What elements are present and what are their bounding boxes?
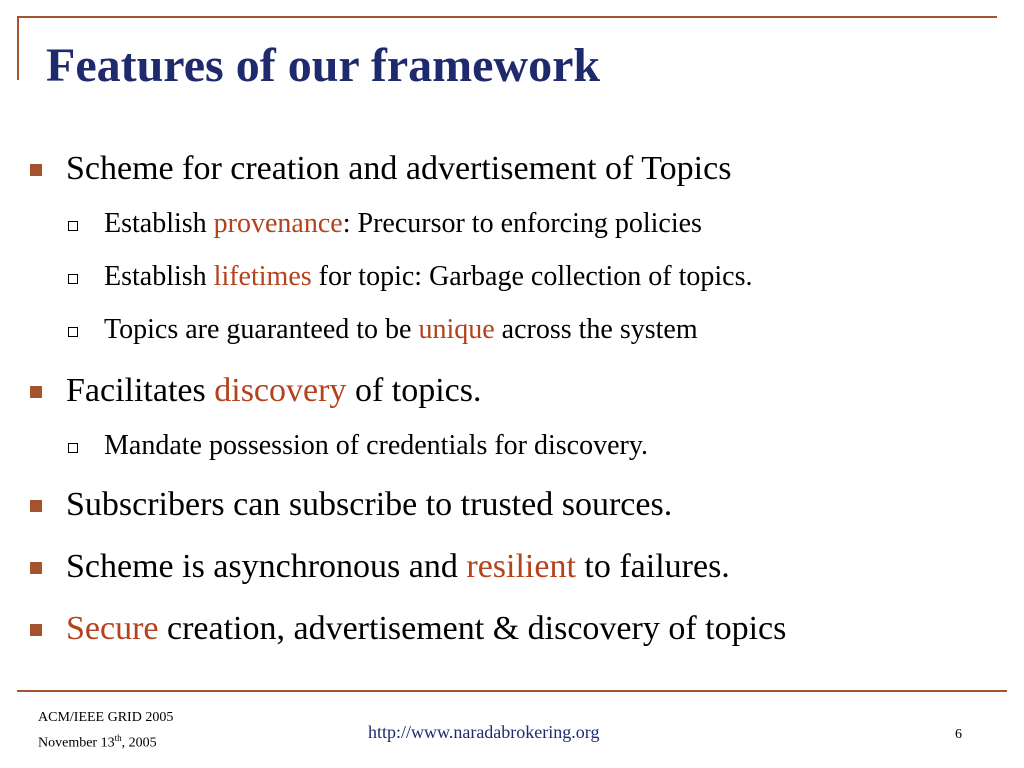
bullet-text: Facilitates discovery of topics.	[66, 372, 482, 409]
sub-bullet-1-1	[68, 208, 702, 240]
footer-date: November 13th, 2005	[38, 733, 157, 751]
bullet-text: Scheme for creation and advertisement of Topics	[66, 150, 732, 187]
bullet-5	[30, 610, 786, 648]
bullet-text: Establish lifetimes for topic: Garbage collection of topics.	[104, 261, 753, 292]
bullet-2	[30, 372, 481, 410]
bullet-text: Secure creation, advertisement & discovery of topics	[66, 610, 787, 647]
highlight-secure: Secure	[66, 610, 159, 647]
bullet-text: Subscribers can subscribe to trusted sources.	[66, 486, 673, 523]
square-bullet-icon	[30, 164, 42, 176]
hollow-square-bullet-icon	[68, 274, 78, 284]
square-bullet-icon	[30, 500, 42, 512]
bullet-text: Establish provenance: Precursor to enforcing policies	[104, 208, 702, 239]
bullet-text: Scheme is asynchronous and resilient to failures.	[66, 548, 730, 585]
bullet-3	[30, 486, 672, 524]
hollow-square-bullet-icon	[68, 443, 78, 453]
slide-title: Features of our framework	[46, 39, 601, 92]
bullet-4	[30, 548, 730, 586]
square-bullet-icon	[30, 562, 42, 574]
highlight-discovery: discovery	[214, 372, 347, 409]
highlight-resilient: resilient	[466, 548, 576, 585]
highlight-lifetimes: lifetimes	[213, 261, 312, 292]
hollow-square-bullet-icon	[68, 327, 78, 337]
bullet-text: Mandate possession of credentials for discovery.	[104, 430, 649, 461]
highlight-provenance: provenance	[213, 208, 343, 239]
footer-rule	[17, 690, 1007, 692]
footer-conference: ACM/IEEE GRID 2005	[38, 710, 174, 725]
square-bullet-icon	[30, 624, 42, 636]
highlight-unique: unique	[418, 314, 495, 345]
square-bullet-icon	[30, 386, 42, 398]
bullet-1	[30, 150, 731, 188]
bullet-text: Topics are guaranteed to be unique across the system	[104, 314, 698, 345]
footer-conference-info	[38, 708, 173, 754]
sub-bullet-1-3	[68, 314, 698, 346]
sub-bullet-2-1	[68, 430, 648, 462]
sub-bullet-1-2	[68, 261, 753, 293]
page-number: 6	[955, 727, 962, 742]
footer-url[interactable]: http://www.naradabrokering.org	[368, 722, 600, 742]
hollow-square-bullet-icon	[68, 221, 78, 231]
